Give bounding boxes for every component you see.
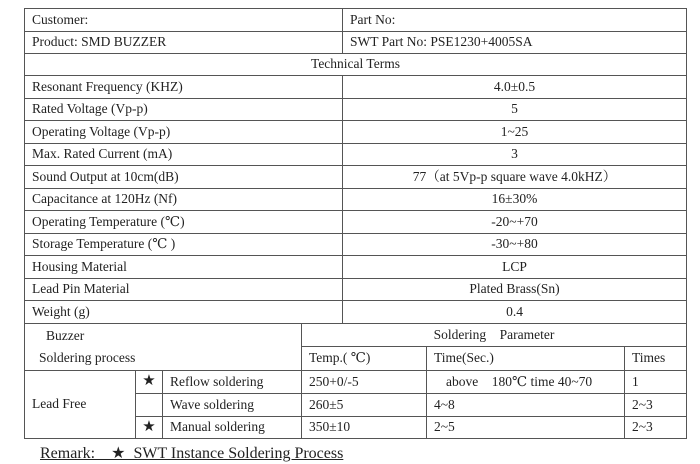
spec-label: Capacitance at 120Hz (Nf) bbox=[32, 191, 178, 207]
spec-value: 5 bbox=[511, 101, 518, 117]
spec-value: 4.0±0.5 bbox=[493, 78, 536, 94]
process-time: above 180℃ time 40~70 bbox=[446, 373, 593, 389]
col-divider bbox=[162, 370, 163, 439]
spec-value: 3 bbox=[511, 146, 518, 162]
col-divider bbox=[624, 346, 625, 439]
spec-value: -30~+80 bbox=[491, 236, 538, 252]
process-time: 4~8 bbox=[434, 396, 455, 412]
process-temp: 250+0/-5 bbox=[309, 373, 359, 389]
process-temp: 350±10 bbox=[309, 419, 351, 435]
spec-label: Housing Material bbox=[32, 258, 127, 274]
process-temp: 260±5 bbox=[309, 396, 344, 412]
star-icon: ★ bbox=[142, 418, 156, 435]
star-icon: ★ bbox=[142, 373, 156, 389]
column-header-times: Times bbox=[632, 350, 666, 366]
soldering-process-header-line1: Buzzer bbox=[46, 328, 85, 344]
technical-terms-title: Technical Terms bbox=[311, 56, 400, 72]
process-name: Manual soldering bbox=[170, 419, 265, 435]
spec-label: Resonant Frequency (KHZ) bbox=[32, 78, 183, 94]
spec-value: 1~25 bbox=[500, 123, 529, 139]
process-times: 1 bbox=[632, 373, 639, 389]
process-name: Reflow soldering bbox=[170, 373, 264, 389]
spec-label: Lead Pin Material bbox=[32, 281, 130, 297]
process-name: Wave soldering bbox=[170, 396, 255, 412]
col-divider bbox=[426, 346, 427, 439]
process-times: 2~3 bbox=[632, 396, 653, 412]
soldering-process-header-line2: Soldering process bbox=[39, 350, 136, 366]
spec-label: Rated Voltage (Vp-p) bbox=[32, 101, 148, 117]
remark-note: Remark: ★ SWT Instance Soldering Process bbox=[40, 445, 344, 462]
lead-free-group-label: Lead Free bbox=[32, 396, 87, 412]
col-divider bbox=[342, 8, 343, 54]
product-name: Product: SMD BUZZER bbox=[32, 34, 167, 50]
spec-label: Operating Voltage (Vp-p) bbox=[32, 123, 171, 139]
spec-value: 77（at 5Vp-p square wave 4.0kHZ） bbox=[412, 168, 617, 184]
part-no-label: Part No: bbox=[350, 11, 396, 27]
column-header-time: Time(Sec.) bbox=[434, 350, 494, 366]
spec-value: 16±30% bbox=[491, 191, 538, 207]
spec-label: Weight (g) bbox=[32, 303, 90, 319]
spec-value: Plated Brass(Sn) bbox=[469, 281, 560, 297]
spec-label: Operating Temperature (℃) bbox=[32, 213, 185, 229]
spec-label: Storage Temperature (℃ ) bbox=[32, 236, 176, 252]
table-border-bottom bbox=[24, 438, 687, 439]
customer-label: Customer: bbox=[32, 11, 89, 27]
spec-value: 0.4 bbox=[506, 303, 523, 319]
star-icon bbox=[136, 393, 162, 416]
spec-value: LCP bbox=[502, 258, 527, 274]
column-header-temp: Temp.( ℃) bbox=[309, 350, 371, 366]
process-time: 2~5 bbox=[434, 419, 455, 435]
soldering-parameter-title: Soldering Parameter bbox=[433, 326, 555, 342]
swt-part-number: SWT Part No: PSE1230+4005SA bbox=[350, 34, 533, 50]
spec-value: -20~+70 bbox=[491, 213, 538, 229]
spec-label: Max. Rated Current (mA) bbox=[32, 146, 173, 162]
process-times: 2~3 bbox=[632, 419, 653, 435]
spec-label: Sound Output at 10cm(dB) bbox=[32, 168, 179, 184]
